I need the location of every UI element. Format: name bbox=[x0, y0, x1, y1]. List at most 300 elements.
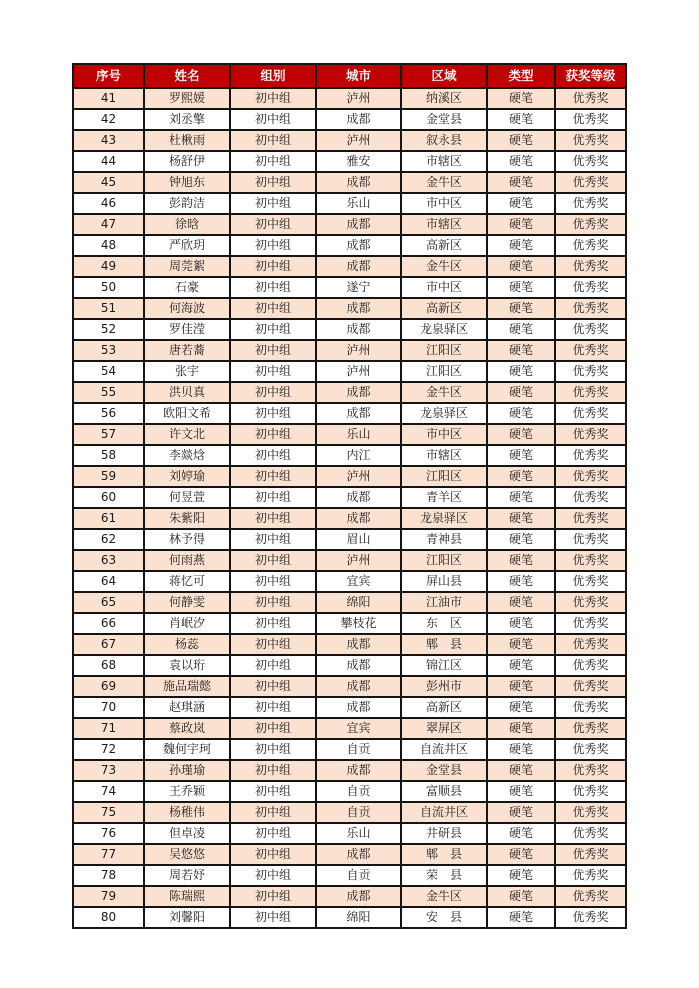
table-row bbox=[73, 130, 626, 151]
table-cell: 初中组 bbox=[230, 361, 316, 382]
table-cell: 硬笔 bbox=[487, 781, 555, 802]
table-cell: 55 bbox=[73, 382, 144, 403]
table-cell: 硬笔 bbox=[487, 319, 555, 340]
table-cell: 龙泉驿区 bbox=[401, 403, 487, 424]
table-cell: 72 bbox=[73, 739, 144, 760]
table-cell: 60 bbox=[73, 487, 144, 508]
column-header-award-level: 获奖等级 bbox=[555, 64, 626, 88]
table-cell: 优秀奖 bbox=[555, 739, 626, 760]
table-cell: 硬笔 bbox=[487, 277, 555, 298]
table-cell: 刘丞擎 bbox=[144, 109, 230, 130]
table-cell: 78 bbox=[73, 865, 144, 886]
table-cell: 宜宾 bbox=[316, 718, 401, 739]
table-cell: 遂宁 bbox=[316, 277, 401, 298]
table-row bbox=[73, 697, 626, 718]
table-cell: 自流井区 bbox=[401, 739, 487, 760]
table-cell: 市辖区 bbox=[401, 214, 487, 235]
table-cell: 乐山 bbox=[316, 424, 401, 445]
table-cell: 优秀奖 bbox=[555, 214, 626, 235]
table-cell: 成都 bbox=[316, 109, 401, 130]
table-cell: 初中组 bbox=[230, 256, 316, 277]
table-cell: 优秀奖 bbox=[555, 781, 626, 802]
table-cell: 郫 县 bbox=[401, 634, 487, 655]
table-cell: 何昱萱 bbox=[144, 487, 230, 508]
table-cell: 硬笔 bbox=[487, 571, 555, 592]
table-cell: 优秀奖 bbox=[555, 508, 626, 529]
table-cell: 市辖区 bbox=[401, 445, 487, 466]
table-row bbox=[73, 172, 626, 193]
table-cell: 硬笔 bbox=[487, 466, 555, 487]
table-cell: 优秀奖 bbox=[555, 697, 626, 718]
table-cell: 石豪 bbox=[144, 277, 230, 298]
table-cell: 硬笔 bbox=[487, 529, 555, 550]
table-row bbox=[73, 823, 626, 844]
table-cell: 53 bbox=[73, 340, 144, 361]
table-cell: 硬笔 bbox=[487, 676, 555, 697]
table-cell: 杨稚伟 bbox=[144, 802, 230, 823]
table-cell: 泸州 bbox=[316, 340, 401, 361]
table-row bbox=[73, 361, 626, 382]
table-cell: 优秀奖 bbox=[555, 613, 626, 634]
table-row bbox=[73, 718, 626, 739]
table-cell: 青神县 bbox=[401, 529, 487, 550]
table-cell: 62 bbox=[73, 529, 144, 550]
table-header bbox=[73, 64, 626, 88]
table-cell: 61 bbox=[73, 508, 144, 529]
table-cell: 金牛区 bbox=[401, 172, 487, 193]
table-cell: 绵阳 bbox=[316, 907, 401, 928]
table-cell: 初中组 bbox=[230, 319, 316, 340]
table-cell: 自贡 bbox=[316, 739, 401, 760]
table-cell: 安 县 bbox=[401, 907, 487, 928]
table-cell: 泸州 bbox=[316, 550, 401, 571]
table-cell: 48 bbox=[73, 235, 144, 256]
table-row bbox=[73, 382, 626, 403]
table-cell: 宜宾 bbox=[316, 571, 401, 592]
table-row bbox=[73, 424, 626, 445]
table-cell: 硬笔 bbox=[487, 298, 555, 319]
table-cell: 金牛区 bbox=[401, 382, 487, 403]
table-cell: 高新区 bbox=[401, 298, 487, 319]
table-cell: 优秀奖 bbox=[555, 382, 626, 403]
table-cell: 初中组 bbox=[230, 151, 316, 172]
table-cell: 成都 bbox=[316, 487, 401, 508]
table-cell: 64 bbox=[73, 571, 144, 592]
table-cell: 硬笔 bbox=[487, 697, 555, 718]
table-row bbox=[73, 634, 626, 655]
table-cell: 70 bbox=[73, 697, 144, 718]
table-cell: 初中组 bbox=[230, 907, 316, 928]
table-cell: 高新区 bbox=[401, 697, 487, 718]
table-cell: 67 bbox=[73, 634, 144, 655]
table-cell: 东 区 bbox=[401, 613, 487, 634]
table-cell: 优秀奖 bbox=[555, 424, 626, 445]
table-cell: 成都 bbox=[316, 256, 401, 277]
table-cell: 初中组 bbox=[230, 529, 316, 550]
table-cell: 硬笔 bbox=[487, 361, 555, 382]
table-row bbox=[73, 781, 626, 802]
table-cell: 优秀奖 bbox=[555, 403, 626, 424]
table-cell: 优秀奖 bbox=[555, 340, 626, 361]
table-cell: 王乔颖 bbox=[144, 781, 230, 802]
table-cell: 硬笔 bbox=[487, 592, 555, 613]
table-cell: 徐晗 bbox=[144, 214, 230, 235]
table-cell: 初中组 bbox=[230, 466, 316, 487]
table-cell: 杨蕊 bbox=[144, 634, 230, 655]
table-cell: 泸州 bbox=[316, 361, 401, 382]
table-cell: 初中组 bbox=[230, 550, 316, 571]
table-cell: 何海波 bbox=[144, 298, 230, 319]
table-cell: 泸州 bbox=[316, 466, 401, 487]
table-cell: 井研县 bbox=[401, 823, 487, 844]
table-cell: 硬笔 bbox=[487, 172, 555, 193]
table-row bbox=[73, 550, 626, 571]
table-cell: 荣 县 bbox=[401, 865, 487, 886]
table-cell: 硬笔 bbox=[487, 340, 555, 361]
table-cell: 钟旭东 bbox=[144, 172, 230, 193]
table-cell: 罗熙媛 bbox=[144, 88, 230, 109]
table-cell: 硬笔 bbox=[487, 130, 555, 151]
table-cell: 硬笔 bbox=[487, 193, 555, 214]
table-cell: 初中组 bbox=[230, 718, 316, 739]
table-row bbox=[73, 466, 626, 487]
table-cell: 优秀奖 bbox=[555, 907, 626, 928]
table-cell: 初中组 bbox=[230, 382, 316, 403]
table-cell: 初中组 bbox=[230, 676, 316, 697]
table-cell: 高新区 bbox=[401, 235, 487, 256]
table-cell: 优秀奖 bbox=[555, 634, 626, 655]
table-cell: 但卓凌 bbox=[144, 823, 230, 844]
table-cell: 44 bbox=[73, 151, 144, 172]
table-row bbox=[73, 613, 626, 634]
table-cell: 73 bbox=[73, 760, 144, 781]
table-cell: 硬笔 bbox=[487, 886, 555, 907]
table-row bbox=[73, 277, 626, 298]
table-cell: 硬笔 bbox=[487, 109, 555, 130]
table-cell: 初中组 bbox=[230, 592, 316, 613]
table-cell: 43 bbox=[73, 130, 144, 151]
table-cell: 自流井区 bbox=[401, 802, 487, 823]
table-row bbox=[73, 865, 626, 886]
table-cell: 56 bbox=[73, 403, 144, 424]
table-cell: 58 bbox=[73, 445, 144, 466]
table-cell: 79 bbox=[73, 886, 144, 907]
table-cell: 袁以珩 bbox=[144, 655, 230, 676]
table-cell: 彭韵洁 bbox=[144, 193, 230, 214]
table-cell: 金牛区 bbox=[401, 256, 487, 277]
table-cell: 初中组 bbox=[230, 760, 316, 781]
table-cell: 龙泉驿区 bbox=[401, 319, 487, 340]
table-cell: 翠屏区 bbox=[401, 718, 487, 739]
table-cell: 硬笔 bbox=[487, 844, 555, 865]
table-cell: 优秀奖 bbox=[555, 844, 626, 865]
table-cell: 51 bbox=[73, 298, 144, 319]
table-cell: 优秀奖 bbox=[555, 718, 626, 739]
table-cell: 初中组 bbox=[230, 109, 316, 130]
table-cell: 成都 bbox=[316, 319, 401, 340]
table-cell: 叙永县 bbox=[401, 130, 487, 151]
table-cell: 硬笔 bbox=[487, 718, 555, 739]
table-cell: 郫 县 bbox=[401, 844, 487, 865]
table-cell: 47 bbox=[73, 214, 144, 235]
table-cell: 初中组 bbox=[230, 886, 316, 907]
table-cell: 初中组 bbox=[230, 739, 316, 760]
table-cell: 硬笔 bbox=[487, 403, 555, 424]
table-cell: 硬笔 bbox=[487, 214, 555, 235]
table-cell: 优秀奖 bbox=[555, 571, 626, 592]
table-cell: 优秀奖 bbox=[555, 466, 626, 487]
table-cell: 自贡 bbox=[316, 781, 401, 802]
table-cell: 蔡政岚 bbox=[144, 718, 230, 739]
table-cell: 优秀奖 bbox=[555, 193, 626, 214]
table-cell: 初中组 bbox=[230, 172, 316, 193]
table-cell: 初中组 bbox=[230, 865, 316, 886]
table-cell: 初中组 bbox=[230, 823, 316, 844]
table-cell: 江油市 bbox=[401, 592, 487, 613]
table-cell: 57 bbox=[73, 424, 144, 445]
table-cell: 66 bbox=[73, 613, 144, 634]
table-cell: 市中区 bbox=[401, 424, 487, 445]
column-header-name: 姓名 bbox=[144, 64, 230, 88]
table-row bbox=[73, 886, 626, 907]
table-cell: 优秀奖 bbox=[555, 886, 626, 907]
table-cell: 52 bbox=[73, 319, 144, 340]
table-cell: 硬笔 bbox=[487, 613, 555, 634]
column-header-group: 组别 bbox=[230, 64, 316, 88]
table-row bbox=[73, 340, 626, 361]
table-cell: 初中组 bbox=[230, 802, 316, 823]
table-row bbox=[73, 655, 626, 676]
table-cell: 初中组 bbox=[230, 613, 316, 634]
table-cell: 初中组 bbox=[230, 697, 316, 718]
table-cell: 初中组 bbox=[230, 235, 316, 256]
table-cell: 优秀奖 bbox=[555, 823, 626, 844]
table-cell: 初中组 bbox=[230, 655, 316, 676]
table-cell: 成都 bbox=[316, 214, 401, 235]
table-cell: 优秀奖 bbox=[555, 676, 626, 697]
table-cell: 李燚焓 bbox=[144, 445, 230, 466]
table-cell: 洪贝真 bbox=[144, 382, 230, 403]
table-row bbox=[73, 256, 626, 277]
table-cell: 硬笔 bbox=[487, 256, 555, 277]
table-cell: 江阳区 bbox=[401, 340, 487, 361]
table-cell: 优秀奖 bbox=[555, 172, 626, 193]
table-cell: 优秀奖 bbox=[555, 298, 626, 319]
table-cell: 孙瑾瑜 bbox=[144, 760, 230, 781]
table-cell: 严欣玥 bbox=[144, 235, 230, 256]
table-cell: 纳溪区 bbox=[401, 88, 487, 109]
table-cell: 初中组 bbox=[230, 424, 316, 445]
column-header-city: 城市 bbox=[316, 64, 401, 88]
table-cell: 自贡 bbox=[316, 865, 401, 886]
table-cell: 成都 bbox=[316, 886, 401, 907]
table-cell: 成都 bbox=[316, 508, 401, 529]
table-cell: 富顺县 bbox=[401, 781, 487, 802]
table-cell: 46 bbox=[73, 193, 144, 214]
table-cell: 内江 bbox=[316, 445, 401, 466]
table-cell: 59 bbox=[73, 466, 144, 487]
table-cell: 优秀奖 bbox=[555, 760, 626, 781]
table-cell: 何静雯 bbox=[144, 592, 230, 613]
table-cell: 优秀奖 bbox=[555, 277, 626, 298]
table-cell: 江阳区 bbox=[401, 361, 487, 382]
table-cell: 优秀奖 bbox=[555, 235, 626, 256]
table-cell: 市辖区 bbox=[401, 151, 487, 172]
table-cell: 硬笔 bbox=[487, 823, 555, 844]
table-row bbox=[73, 298, 626, 319]
table-cell: 林予得 bbox=[144, 529, 230, 550]
table-cell: 周若妤 bbox=[144, 865, 230, 886]
table-cell: 初中组 bbox=[230, 193, 316, 214]
table-row bbox=[73, 487, 626, 508]
table-cell: 青羊区 bbox=[401, 487, 487, 508]
table-cell: 49 bbox=[73, 256, 144, 277]
table-cell: 优秀奖 bbox=[555, 151, 626, 172]
table-cell: 76 bbox=[73, 823, 144, 844]
table-cell: 成都 bbox=[316, 172, 401, 193]
table-cell: 优秀奖 bbox=[555, 361, 626, 382]
table-cell: 优秀奖 bbox=[555, 655, 626, 676]
table-cell: 优秀奖 bbox=[555, 109, 626, 130]
table-cell: 陈瑞熙 bbox=[144, 886, 230, 907]
table-cell: 杨舒伊 bbox=[144, 151, 230, 172]
table-cell: 77 bbox=[73, 844, 144, 865]
table-cell: 屏山县 bbox=[401, 571, 487, 592]
table-cell: 硬笔 bbox=[487, 655, 555, 676]
table-cell: 50 bbox=[73, 277, 144, 298]
table-cell: 锦江区 bbox=[401, 655, 487, 676]
table-cell: 市中区 bbox=[401, 277, 487, 298]
table-cell: 75 bbox=[73, 802, 144, 823]
table-cell: 74 bbox=[73, 781, 144, 802]
table-cell: 成都 bbox=[316, 298, 401, 319]
column-header-type: 类型 bbox=[487, 64, 555, 88]
table-cell: 泸州 bbox=[316, 130, 401, 151]
table-cell: 71 bbox=[73, 718, 144, 739]
table-cell: 硬笔 bbox=[487, 424, 555, 445]
table-cell: 绵阳 bbox=[316, 592, 401, 613]
table-cell: 欧阳文希 bbox=[144, 403, 230, 424]
table-cell: 硬笔 bbox=[487, 445, 555, 466]
table-cell: 成都 bbox=[316, 655, 401, 676]
table-cell: 乐山 bbox=[316, 193, 401, 214]
table-cell: 成都 bbox=[316, 697, 401, 718]
table-cell: 初中组 bbox=[230, 571, 316, 592]
table-cell: 江阳区 bbox=[401, 550, 487, 571]
awards-table bbox=[72, 63, 627, 929]
table-cell: 优秀奖 bbox=[555, 130, 626, 151]
table-cell: 施品瑞懿 bbox=[144, 676, 230, 697]
table-row bbox=[73, 529, 626, 550]
table-row bbox=[73, 508, 626, 529]
table-cell: 69 bbox=[73, 676, 144, 697]
table-cell: 初中组 bbox=[230, 508, 316, 529]
table-cell: 优秀奖 bbox=[555, 592, 626, 613]
table-cell: 硬笔 bbox=[487, 88, 555, 109]
table-row bbox=[73, 760, 626, 781]
table-cell: 优秀奖 bbox=[555, 550, 626, 571]
table-cell: 肖岷汐 bbox=[144, 613, 230, 634]
table-cell: 初中组 bbox=[230, 340, 316, 361]
table-cell: 优秀奖 bbox=[555, 256, 626, 277]
table-cell: 优秀奖 bbox=[555, 529, 626, 550]
table-cell: 彭州市 bbox=[401, 676, 487, 697]
table-row bbox=[73, 571, 626, 592]
table-cell: 罗佳滢 bbox=[144, 319, 230, 340]
table-cell: 金牛区 bbox=[401, 886, 487, 907]
table-cell: 魏何宇珂 bbox=[144, 739, 230, 760]
table-row bbox=[73, 109, 626, 130]
table-cell: 硬笔 bbox=[487, 739, 555, 760]
table-cell: 成都 bbox=[316, 403, 401, 424]
table-row bbox=[73, 592, 626, 613]
table-cell: 优秀奖 bbox=[555, 319, 626, 340]
table-row bbox=[73, 193, 626, 214]
table-row bbox=[73, 844, 626, 865]
table-cell: 自贡 bbox=[316, 802, 401, 823]
table-cell: 硬笔 bbox=[487, 550, 555, 571]
table-cell: 许文北 bbox=[144, 424, 230, 445]
table-row bbox=[73, 802, 626, 823]
table-cell: 硬笔 bbox=[487, 907, 555, 928]
table-cell: 初中组 bbox=[230, 403, 316, 424]
table-row bbox=[73, 739, 626, 760]
table-cell: 成都 bbox=[316, 634, 401, 655]
table-cell: 成都 bbox=[316, 844, 401, 865]
table-row bbox=[73, 907, 626, 928]
table-cell: 初中组 bbox=[230, 445, 316, 466]
table-cell: 硬笔 bbox=[487, 508, 555, 529]
table-cell: 成都 bbox=[316, 760, 401, 781]
table-cell: 初中组 bbox=[230, 487, 316, 508]
table-cell: 金堂县 bbox=[401, 760, 487, 781]
table-cell: 硬笔 bbox=[487, 634, 555, 655]
table-cell: 63 bbox=[73, 550, 144, 571]
table-cell: 优秀奖 bbox=[555, 88, 626, 109]
table-cell: 攀枝花 bbox=[316, 613, 401, 634]
table-cell: 初中组 bbox=[230, 634, 316, 655]
column-header-number: 序号 bbox=[73, 64, 144, 88]
table-cell: 成都 bbox=[316, 235, 401, 256]
table-row bbox=[73, 214, 626, 235]
table-cell: 刘婷瑜 bbox=[144, 466, 230, 487]
table-cell: 杜楸雨 bbox=[144, 130, 230, 151]
table-cell: 硬笔 bbox=[487, 487, 555, 508]
table-cell: 江阳区 bbox=[401, 466, 487, 487]
table-cell: 初中组 bbox=[230, 214, 316, 235]
table-cell: 硬笔 bbox=[487, 760, 555, 781]
table-cell: 朱紫阳 bbox=[144, 508, 230, 529]
table-cell: 硬笔 bbox=[487, 382, 555, 403]
table-cell: 成都 bbox=[316, 382, 401, 403]
table-cell: 雅安 bbox=[316, 151, 401, 172]
table-cell: 初中组 bbox=[230, 298, 316, 319]
column-header-district: 区域 bbox=[401, 64, 487, 88]
table-cell: 45 bbox=[73, 172, 144, 193]
table-cell: 初中组 bbox=[230, 781, 316, 802]
table-cell: 龙泉驿区 bbox=[401, 508, 487, 529]
table-cell: 42 bbox=[73, 109, 144, 130]
table-row bbox=[73, 403, 626, 424]
table-cell: 吴悠悠 bbox=[144, 844, 230, 865]
table-cell: 唐若蕎 bbox=[144, 340, 230, 361]
table-row bbox=[73, 235, 626, 256]
table-row bbox=[73, 151, 626, 172]
header-row bbox=[73, 64, 626, 88]
table-cell: 硬笔 bbox=[487, 151, 555, 172]
table-cell: 65 bbox=[73, 592, 144, 613]
table-cell: 市中区 bbox=[401, 193, 487, 214]
